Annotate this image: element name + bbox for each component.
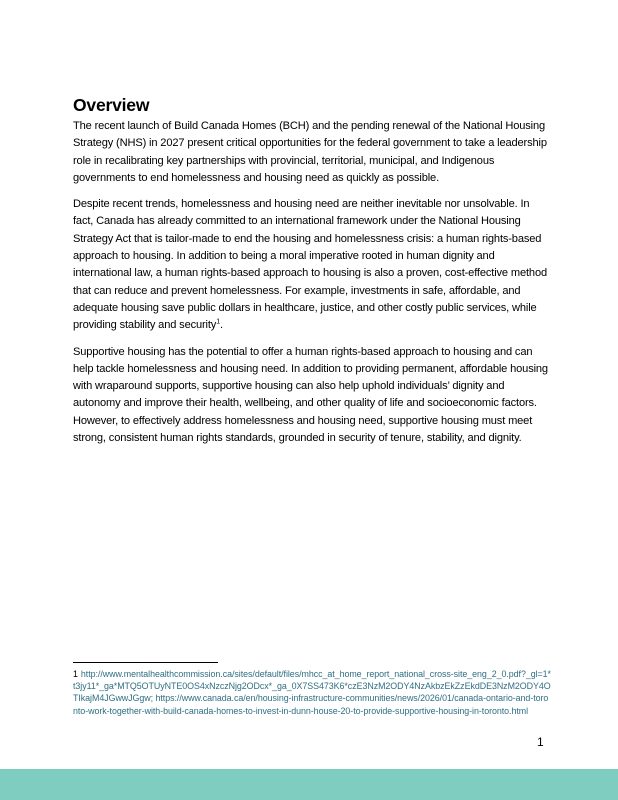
paragraph-1: The recent launch of Build Canada Homes (BCH) and the pending renewal of the National Housing Strategy (NHS) in 2027 present critical opportunities for the federal government to take a leadership role in recalibrating key partnerships with provincial, territorial, municipal, and Indigenous governments to end homelessness and housing need as quickly as possible. [73, 120, 547, 184]
paragraph-2-end: . [219, 319, 223, 332]
footnote-link-1[interactable]: http://www.mentalhealthcommission.ca/sites/default/files/mhcc_at_home_report_national_cross-site_eng_2_0.pdf?_gl=1*t3jy11*_ga*MTQ5OTUyNTE0OS4xNzczNjg2ODcx*_ga_0X7SS473K6*czE3NzM2ODY4NzAkbzEkZzEkdDE3NzM2ODY4OTIkajM4JGwwJGgw [73, 669, 551, 704]
footnote-link-2[interactable]: https://www.canada.ca/en/housing-infrastructure-communities/news/2026/01/canada-ontario-and-toronto-work-together-with-build-canada-homes-to-invest-in-dunn-house-20-to-provide-supportive-housing-in-toronto.html [73, 693, 549, 716]
page-number: 1 [537, 735, 544, 749]
paragraph-2-text: Despite recent trends, homelessness and housing need are neither inevitable nor unsolvable. In fact, Canada has already committed to an international framework under the National Housing Strategy Act that is tailor-made to end the housing and homelessness crisis: a human rights-based approach to housing. In addition to being a moral imperative rooted in human dignity and international law, a human rights-based approach to housing is also a proven, cost-effective method that can reduce and prevent homelessness. For example, investments in safe, affordable, and adequate housing save public dollars in healthcare, justice, and other costly public services, while providing stability and security [73, 198, 547, 332]
paragraph-2 [73, 196, 549, 334]
section-heading: Overview [73, 95, 150, 115]
footnote-separator: ; [150, 693, 156, 704]
footnote-divider [73, 662, 218, 663]
footnote-mark: 1 [73, 669, 78, 679]
footer-band [0, 769, 618, 800]
main-content [73, 95, 549, 456]
footnote [73, 668, 551, 717]
paragraph-3: Supportive housing has the potential to offer a human rights-based approach to housing and can help tackle homelessness and housing need. In addition to providing permanent, affordable housing with wraparound supports, supportive housing can also help uphold individuals’ dignity and autonomy and improve their health, wellbeing, and other quality of life and socioeconomic factors. However, to effectively address homelessness and housing need, supportive housing must meet strong, consistent human rights standards, grounded in security of tenure, stability, and dignity. [73, 345, 548, 445]
footnote-reference[interactable]: 1 [216, 318, 220, 326]
